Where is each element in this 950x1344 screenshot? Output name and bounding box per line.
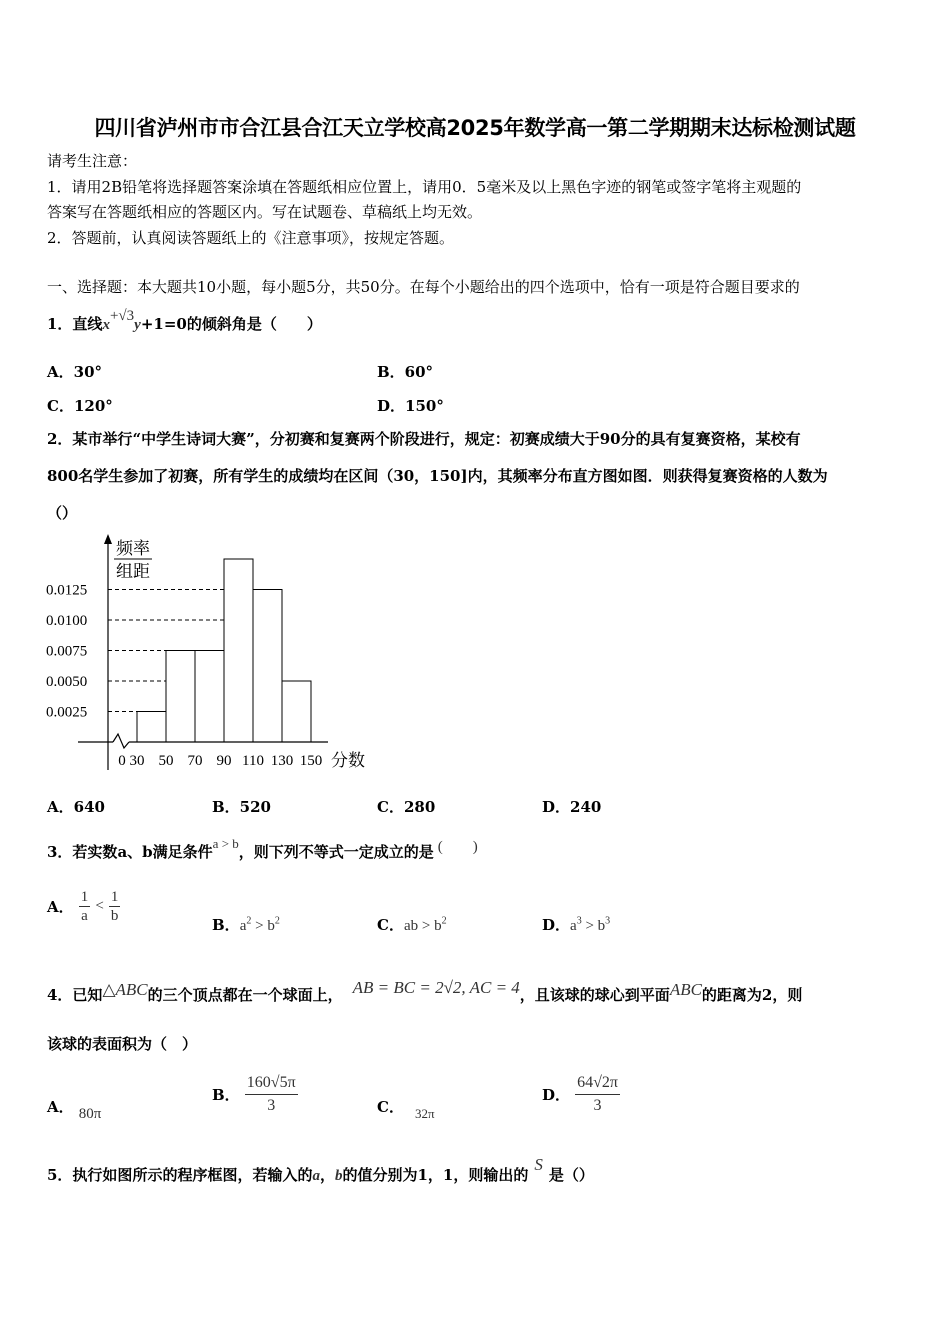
- q1-option-d: D．150°: [377, 397, 444, 415]
- q2-option-c: C．280: [377, 798, 436, 816]
- q4-plane: ABC: [669, 980, 702, 999]
- histogram-bar: [253, 590, 282, 743]
- q1-y: y: [134, 317, 141, 333]
- q4-option-d: [542, 1072, 620, 1117]
- q3-option-d-label: D．: [542, 916, 571, 934]
- q4-option-c-label: C．: [377, 1098, 404, 1116]
- q2-line-3: （）: [47, 504, 78, 522]
- q5-a: a: [312, 1168, 320, 1184]
- q3-c-expr: ab > b: [403, 918, 442, 934]
- x-tick-label: 130: [270, 753, 294, 769]
- q1-plus: +: [109, 308, 119, 324]
- y-tick-label: 0.0125: [46, 582, 88, 599]
- section-heading: 一、选择题：本大题共10小题，每小题5分，共50分。在每个小题给出的四个选项中，恰有一项是符合题目要求的: [47, 278, 800, 296]
- q5-comma: ，: [319, 1166, 335, 1184]
- q4-option-a-label: A．: [47, 1098, 74, 1116]
- q4-mid: 的三个顶点都在一个球面上，: [147, 986, 343, 1004]
- y-tick-label: 0.0050: [46, 674, 88, 690]
- q3-a-lt: <: [95, 898, 104, 914]
- q3-option-c-label: C．: [377, 916, 404, 934]
- q4-triangle: △ABC: [102, 980, 148, 999]
- q3-suffix: ，则下列不等式一定成立的是: [238, 843, 434, 861]
- q3-c-exp: 2: [441, 915, 447, 927]
- histogram-bar: [137, 712, 166, 743]
- q4-b-frac: [245, 1072, 298, 1117]
- q3-a-frac-1-den: a: [81, 908, 88, 924]
- x-label: 分数: [331, 751, 365, 770]
- q3-mid: 满足条件: [152, 843, 213, 861]
- histogram-bar: [282, 681, 311, 742]
- q3-option-d: [542, 914, 610, 935]
- q4-d-num: 64√2π: [575, 1072, 620, 1095]
- notice-item-2: 2．答题前，认真阅读答题纸上的《注意事项》，按规定答题。: [47, 229, 455, 247]
- x-tick-label: 110: [242, 753, 264, 769]
- question-4: [47, 978, 803, 1005]
- q2-option-d: D．240: [542, 798, 602, 816]
- y-tick-label: 0.0075: [46, 643, 88, 660]
- q3-b-exp2: 2: [274, 915, 280, 927]
- y-axis-arrow: [104, 534, 112, 544]
- q4-d-den: 3: [593, 1097, 602, 1114]
- q3-option-a: [47, 888, 120, 925]
- q3-option-a-label: A．: [47, 898, 74, 916]
- q3-ab: a、b: [117, 843, 153, 861]
- histogram-bar: [224, 559, 253, 742]
- q3-d-exp2: 3: [605, 915, 611, 927]
- q4-option-c: [377, 1096, 435, 1121]
- q2-option-b: B．520: [212, 798, 271, 816]
- q5-suffix: 是（）: [548, 1166, 594, 1184]
- q4-b-num: 160√5π: [245, 1072, 298, 1095]
- q5-prefix: 5．执行如图所示的程序框图，若输入的: [47, 1166, 313, 1184]
- q1-option-c: C．120°: [47, 397, 113, 415]
- q3-b-exp: 2: [246, 915, 252, 927]
- q4-option-d-label: D．: [542, 1086, 571, 1104]
- x-tick-label: 150: [299, 753, 323, 769]
- q4-d-frac: [575, 1072, 620, 1117]
- q3-a-frac-2-num: 1: [110, 889, 119, 905]
- x-tick-label: 0: [118, 753, 126, 769]
- q3-a-frac-2-den: b: [110, 908, 119, 924]
- y-tick-label: 0.0025: [46, 704, 88, 721]
- q5-mid: 的值分别为1，1，则输出的: [342, 1166, 529, 1184]
- page-title: 四川省泸州市市合江县合江天立学校高2025年数学高一第二学期期末达标检测试题: [94, 116, 856, 140]
- x-tick-label: 70: [187, 753, 203, 769]
- x-tick-label: 30: [129, 753, 145, 769]
- q3-d-exp: 3: [576, 915, 582, 927]
- q2-line-1: 2．某市举行“中学生诗词大赛”，分初赛和复赛两个阶段进行，规定：初赛成绩大于90分的具有复赛资格，某校有: [47, 430, 801, 448]
- q4-option-c-value: 32π: [415, 1106, 435, 1121]
- q1-sqrt3-group: [110, 308, 134, 324]
- q1-option-b: B．60°: [377, 363, 434, 381]
- x-axis-break: [113, 734, 129, 748]
- q4-condition: AB = BC = 2√2, AC = 4: [352, 978, 520, 997]
- q5-b: b: [334, 1168, 343, 1184]
- q3-option-c: [377, 914, 447, 935]
- q3-d-gt: > b: [581, 918, 606, 934]
- q3-prefix: 3．若实数: [47, 843, 118, 861]
- q4-option-b: [212, 1072, 298, 1117]
- q3-a-frac-1-num: 1: [80, 889, 89, 905]
- q4-line-2: 该球的表面积为（ ）: [47, 1035, 198, 1053]
- x-tick-label: 90: [216, 753, 232, 769]
- q5-s: S: [534, 1155, 543, 1174]
- notice-item-1-line-2: 答案写在答题纸相应的答题区内。写在试题卷、草稿纸上均无效。: [47, 203, 483, 221]
- q3-option-b-label: B．: [212, 916, 240, 934]
- q1-x: x: [102, 317, 110, 333]
- q1-sqrt3: √3: [118, 308, 135, 324]
- y-label-bottom: 组距: [116, 562, 150, 581]
- q4-option-a: [47, 1096, 102, 1122]
- q3-paren: ( ): [437, 839, 478, 855]
- q3-option-b: [212, 914, 280, 935]
- q3-a-frac-2: [109, 888, 121, 925]
- q3-b-expr-a: a: [239, 918, 247, 934]
- q4-option-a-value: 80π: [78, 1106, 102, 1122]
- q4-suffix: 的距离为2，则: [701, 986, 803, 1004]
- histogram-bar: [195, 651, 224, 743]
- y-label-top: 频率: [116, 539, 150, 558]
- q1-rest: +1=0的倾斜角是（ ）: [140, 315, 322, 333]
- q4-prefix: 4．已知: [47, 986, 103, 1004]
- q1-prefix: 1．直线: [47, 315, 103, 333]
- q3-a-frac-1: [79, 888, 91, 925]
- notice-item-1-line-1: 1．请用2B铅笔将选择题答案涂填在答题纸相应位置上，请用0．5毫米及以上黑色字迹的钢笔或签字笔将主观题的: [47, 178, 802, 196]
- q3-b-gt: > b: [251, 918, 275, 934]
- question-5: [47, 1155, 594, 1186]
- histogram-chart: [40, 530, 380, 775]
- q4-b-den: 3: [267, 1097, 276, 1114]
- q2-line-2: 800名学生参加了初赛，所有学生的成绩均在区间（30，150]内，其频率分布直方图如图．则获得复赛资格的人数为: [47, 467, 828, 485]
- q3-d-expr-a: a: [570, 918, 577, 934]
- q2-option-a: A．640: [47, 798, 105, 816]
- q1-option-a: A．30°: [47, 363, 103, 381]
- x-tick-label: 50: [158, 753, 174, 769]
- histogram-bar: [166, 651, 195, 743]
- q3-condition: a > b: [212, 836, 239, 851]
- question-3: [47, 836, 478, 863]
- q4-option-b-label: B．: [212, 1086, 240, 1104]
- y-tick-label: 0.0100: [46, 613, 88, 629]
- question-1: [47, 308, 322, 335]
- notice-heading: 请考生注意：: [47, 152, 138, 170]
- q4-mid2: ，且该球的球心到平面: [519, 986, 670, 1004]
